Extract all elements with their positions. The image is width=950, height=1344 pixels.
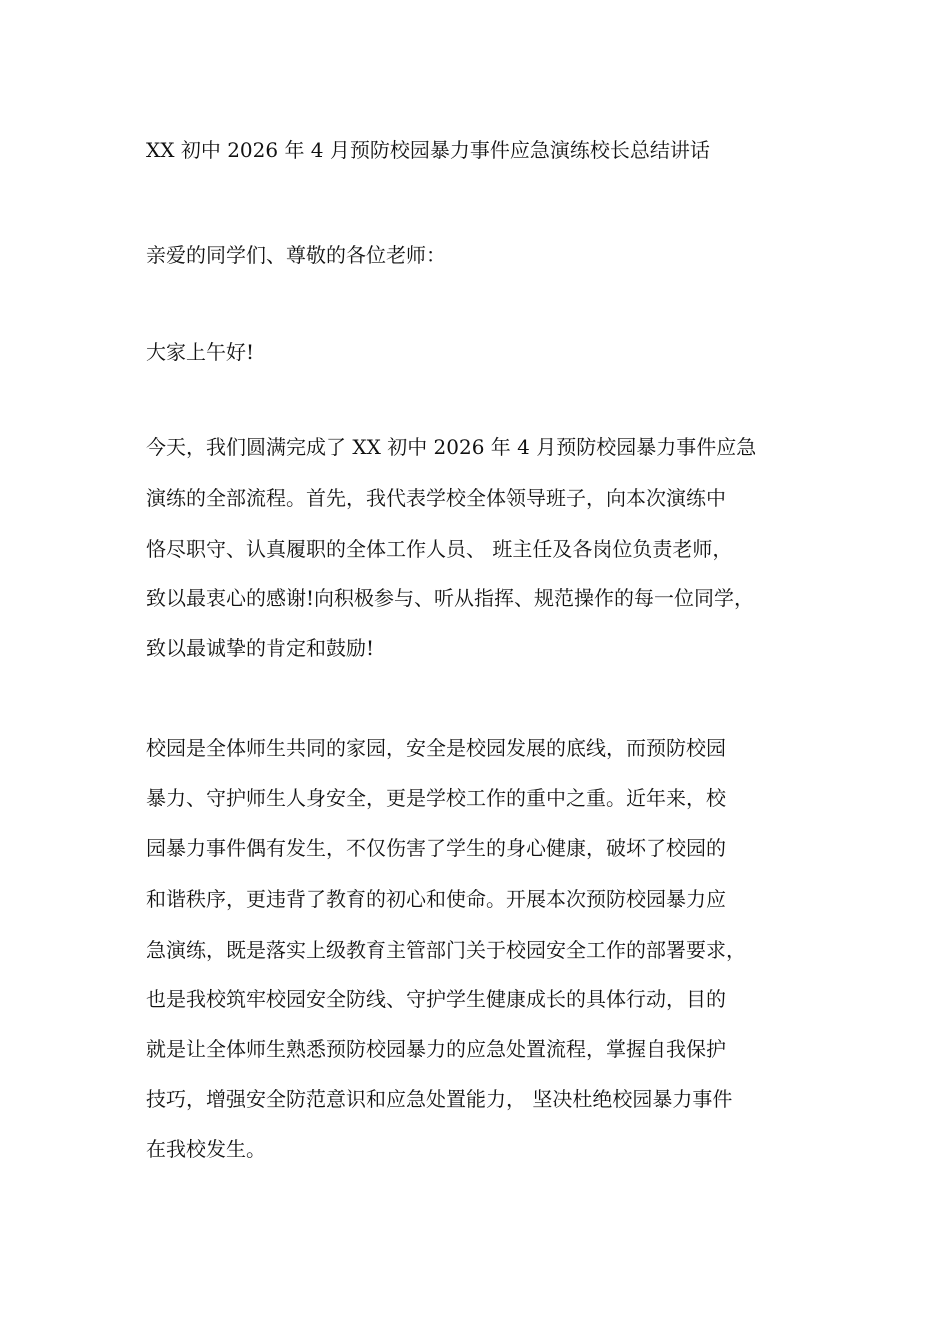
paragraph-line: 就是让全体师生熟悉预防校园暴力的应急处置流程，掌握自我保护 (146, 1037, 726, 1061)
paragraph-line: 也是我校筑牢校园安全防线、守护学生健康成长的具体行动，目的 (146, 987, 726, 1011)
paragraph-line: 致以最衷心的感谢!向积极参与、听从指挥、规范操作的每一位同学， (146, 586, 755, 610)
paragraph-line: 校园是全体师生共同的家园，安全是校园发展的底线，而预防校园 (146, 736, 726, 760)
paragraph-line: 和谐秩序，更违背了教育的初心和使命。开展本次预防校园暴力应 (146, 887, 726, 911)
paragraph-line: 急演练，既是落实上级教育主管部门关于校园安全工作的部署要求， (146, 938, 746, 962)
greeting: 大家上午好! (146, 340, 255, 364)
paragraph-line: 今天，我们圆满完成了 XX 初中 2026 年 4 月预防校园暴力事件应急 (146, 435, 757, 459)
paragraph-line: 在我校发生。 (146, 1137, 266, 1161)
paragraph-line: 演练的全部流程。首先，我代表学校全体领导班子，向本次演练中 (146, 486, 726, 510)
paragraph-line: 技巧，增强安全防范意识和应急处置能力， 坚决杜绝校园暴力事件 (146, 1087, 733, 1111)
paragraph-line: 园暴力事件偶有发生，不仅伤害了学生的身心健康，破坏了校园的 (146, 836, 726, 860)
salutation: 亲爱的同学们、尊敬的各位老师： (146, 243, 446, 267)
paragraph-line: 恪尽职守、认真履职的全体工作人员、 班主任及各岗位负责老师， (146, 537, 733, 561)
paragraph-line: 暴力、守护师生人身安全，更是学校工作的重中之重。近年来，校 (146, 786, 726, 810)
document-title: XX 初中 2026 年 4 月预防校园暴力事件应急演练校长总结讲话 (146, 138, 710, 162)
paragraph-line: 致以最诚挚的肯定和鼓励! (146, 636, 375, 660)
